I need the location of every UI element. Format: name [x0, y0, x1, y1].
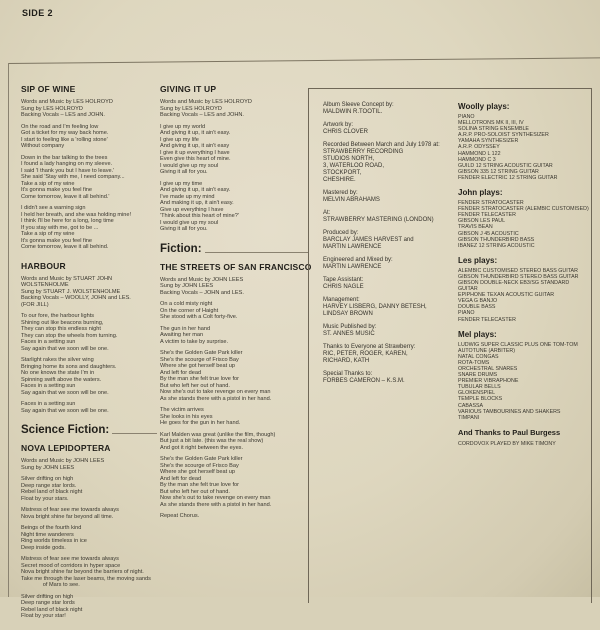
- credits-label: Mastered by:: [323, 190, 358, 196]
- credits-label: At:: [323, 210, 331, 216]
- credits-label: Management:: [323, 297, 360, 303]
- credits-value-line: STUDIOS NORTH,: [323, 156, 375, 162]
- credits-value-line: BARCLAY JAMES HARVEST and: [323, 237, 414, 243]
- science-fiction-header-label: Science Fiction:: [21, 424, 110, 436]
- nova-lepidoptera-section: [21, 443, 157, 620]
- lyric-line: Beings of the fourth kind: [21, 525, 82, 531]
- lyric-line: I've made up my mind: [160, 193, 215, 200]
- lyric-line: On the road and I'm feeling low: [21, 123, 99, 130]
- instrument-item: ROTA-TOMS: [458, 359, 490, 366]
- lyric-line: And giving it up, it ain't easy: [160, 143, 230, 149]
- lyric-line: Now she's out to take revenge on every man: [160, 495, 271, 501]
- lyric-stanza: [21, 594, 157, 620]
- player-heading: Mel plays:: [458, 329, 497, 339]
- credits-box: [308, 88, 592, 603]
- instrument-item: IBANEZ 12 STRING ACOUSTIC: [458, 242, 535, 249]
- lyric-line: It's gonna make you feel fine: [21, 187, 93, 193]
- lyric-line: Ring worlds timeless in ice: [21, 538, 87, 544]
- song-credits: [21, 99, 157, 119]
- player-heading: Woolly plays:: [458, 102, 510, 111]
- song-credits: [21, 458, 157, 471]
- lyric-stanza: [21, 155, 157, 201]
- instrument-item: A.R.P. PRO-SOLOIST SYNTHESIZER: [458, 132, 549, 139]
- instrument-item: MELLOTRONS MK II, III, IV: [458, 120, 524, 127]
- lyric-line: Night time wanderers: [21, 531, 74, 538]
- credits-entry: [323, 142, 446, 184]
- credit-line: Words and Music by JOHN LEES: [160, 276, 244, 283]
- lyric-stanza: [160, 407, 308, 427]
- credits-label: Music Published by:: [323, 324, 377, 330]
- thanks-paul-burgess: And Thanks to Paul Burgess: [458, 427, 561, 437]
- song-credits: [160, 99, 308, 119]
- credits-label: Thanks to Everyone at Strawberry:: [323, 344, 416, 350]
- lyric-line: Nova bright shine far beyond all time.: [21, 513, 114, 520]
- credits-label: Special Thanks to:: [323, 371, 373, 377]
- lyric-line: And giving it up, it ain't easy.: [160, 187, 231, 193]
- player-heading: Les plays:: [458, 255, 498, 265]
- lyric-stanza: [160, 432, 308, 452]
- lyric-line: Where she got herself beat up: [160, 363, 235, 369]
- credit-line: Backing Vocals – LES and JOHN.: [21, 112, 105, 118]
- lyric-line: But who left her out of hand.: [160, 488, 230, 495]
- instrument-item: FENDER TELECASTER: [458, 316, 516, 323]
- instrument-item: FENDER ELECTRIC 12 STRING GUITAR: [458, 174, 558, 181]
- lyric-line: She's the scourge of Frisco Bay: [160, 356, 239, 363]
- instrument-item: VARIOUS TAMBOURINES AND SHAKERS: [458, 408, 561, 415]
- instrument-item: TIMPANI: [458, 414, 480, 421]
- lyric-line: I would give up my soul: [160, 219, 219, 226]
- player-group: [458, 102, 589, 181]
- lyric-line: On the corner of Haight: [160, 307, 219, 314]
- credits-value-line: MARTIN LAWRENCE: [323, 264, 382, 270]
- instrument-item: GIBSON DOUBLE-NECK EB3/SG STANDARD GUITAR: [458, 279, 570, 293]
- credit-line: Words and Music by LES HOLROYD: [160, 99, 252, 105]
- lyric-line: I give up my time: [160, 180, 203, 187]
- lyric-stanza: [21, 556, 157, 589]
- credit-line: Sung by JOHN LEES: [21, 464, 75, 471]
- instrument-item: GIBSON THUNDERBIRD STEREO BASS GUITAR: [458, 273, 579, 280]
- lyric-line: Deep inside gods.: [21, 544, 66, 551]
- credit-line: Backing Vocals – JOHN and LES.: [160, 289, 244, 296]
- instrument-item: EPIPHONE TEXAN ACOUSTIC GUITAR: [458, 292, 555, 299]
- lyric-line: And making it up, it ain't easy.: [160, 200, 234, 206]
- credits-entry: [323, 277, 446, 291]
- lyric-line: No one knows the state I'm in: [21, 370, 95, 376]
- instrument-item: GIBSON J 45 ACOUSTIC: [458, 230, 519, 237]
- lyric-line: Without company: [21, 143, 65, 149]
- instrument-item: ALEMBIC CUSTOMISED STEREO BASS GUITAR: [458, 267, 578, 274]
- lyric-line: I give up my world: [160, 123, 206, 130]
- lyric-line: They can stop the wheels from turning.: [21, 332, 118, 339]
- instrument-item: GIBSON THUNDERBIRD BASS: [458, 236, 535, 243]
- credits-value-line: CHRIS CLOVER: [323, 129, 369, 135]
- credit-line: (FOR JILL): [21, 301, 49, 308]
- instrument-item: DOUBLE BASS: [458, 304, 496, 311]
- lyric-line: I give up my life: [160, 136, 199, 143]
- credit-line: Backing Vocals – WOOLLY, JOHN and LES.: [21, 295, 131, 301]
- lyric-line: Deep range star lords: [21, 600, 75, 606]
- fiction-header-label: Fiction:: [160, 242, 202, 255]
- lyric-stanza: [160, 301, 308, 321]
- lyric-line: She looks in his eyes: [160, 413, 213, 420]
- lyric-line: And left for dead: [160, 369, 202, 376]
- lyric-line: And got it right between the eyes.: [160, 444, 244, 451]
- song-credits: [160, 277, 308, 297]
- science-fiction-header: [21, 424, 157, 436]
- credits-entry: [323, 344, 446, 365]
- lyric-line: By the man she felt true love for: [160, 482, 239, 488]
- lyric-line: Silver drifting on high: [21, 476, 74, 482]
- lyric-line: Float by your stars.: [21, 495, 69, 502]
- giving-it-up-section: [160, 84, 308, 233]
- lyric-stanza: [160, 513, 308, 520]
- player-group: [458, 188, 589, 249]
- instrument-item: FENDER STRATOCASTER: [458, 200, 524, 207]
- instrument-item: YAMAHA SYNTHESIZER: [458, 138, 519, 145]
- player-group: [458, 256, 589, 323]
- lyric-line: I didn't see a warning sign: [21, 205, 86, 211]
- lyric-line: Silver drifting on high: [21, 593, 74, 600]
- credits-label: Recorded Between March and July 1978 at:: [323, 142, 440, 148]
- lyric-line: She stood with a Colt forty-five.: [160, 314, 238, 320]
- credit-line: Sung by LES HOLROYD: [160, 105, 222, 112]
- lyric-stanza: [160, 456, 308, 508]
- lyric-line: Karl Malden was great (unlike the film, though): [160, 431, 276, 438]
- lyric-line: Take me through the laser beams, the moving sands: [21, 575, 151, 582]
- lyric-line: Now she's out to take revenge on every man: [160, 389, 271, 395]
- credits-value-line: LINDSAY BROWN: [323, 311, 373, 317]
- credits-value-line: FORBES CAMERON – K.S.M.: [323, 378, 405, 384]
- credits-entry: [323, 257, 446, 271]
- lyric-line: I give it up everything I have: [160, 149, 230, 156]
- credits-label: Album Sleeve Concept by:: [323, 102, 394, 108]
- song-title: NOVA LEPIDOPTERA: [21, 443, 111, 453]
- lyric-line: Even give this heart of mine.: [160, 156, 231, 162]
- instrument-item: SOLINA STRING ENSEMBLE: [458, 126, 529, 133]
- credits-players-column: [450, 89, 591, 603]
- lyric-stanza: [21, 507, 157, 520]
- lyric-line: Rebel land of black night: [21, 489, 83, 495]
- instrument-item: FENDER TELECASTER: [458, 212, 516, 219]
- lyric-stanza: [21, 476, 157, 502]
- credit-line: Words and Music by STUART JOHN WOLSTENHOLME: [21, 275, 113, 288]
- instrument-item: GUILD 12 STRING ACOUSTIC GUITAR: [458, 162, 553, 169]
- lyrics-column-middle: [160, 84, 312, 530]
- lyric-stanza: [21, 124, 157, 150]
- lyric-line: It's gonna make you feel fine: [21, 237, 93, 244]
- lyric-line: Float by your star!: [21, 613, 66, 619]
- credits-value-line: STRAWBERRY MASTERING (LONDON): [323, 217, 434, 223]
- instrument-item: HAMMOND C 3: [458, 156, 496, 163]
- lyric-line: Giving it all for you.: [160, 169, 208, 175]
- credits-value-line: MELVIN ABRAHAMS: [323, 197, 380, 203]
- lyric-stanza: [21, 313, 157, 352]
- credits-value-line: MALDWIN R.TOOTIL.: [323, 109, 383, 115]
- instrument-item: PIANO: [458, 310, 475, 317]
- lyric-line: Shining out like beacons burning,: [21, 319, 104, 326]
- lyric-line: And giving it up, it ain't easy.: [160, 130, 231, 136]
- lyric-line: Mistress of fear see me towards always: [21, 507, 119, 513]
- lyric-line: As she stands there with a pistol in her hand.: [160, 395, 272, 402]
- credits-value-line: RICHARD, KATH: [323, 358, 370, 364]
- instrument-item: FENDER STRATOCASTER (ALEMBIC CUSTOMISED): [458, 206, 589, 213]
- credits-entry: [323, 210, 446, 224]
- lyric-line: Mistress of fear see me towards always: [21, 556, 119, 562]
- lyric-line: Got a ticket for my way back home.: [21, 130, 109, 136]
- lyric-line: Spinning swift above the waters.: [21, 376, 102, 383]
- lyric-line: I said 'I thank you but I have to leave.': [21, 167, 115, 174]
- lyric-line: Rebel land of black night: [21, 606, 83, 613]
- lyric-line: They can stop this endless night: [21, 326, 101, 332]
- lyric-line: She's the Golden Gate Park killer: [160, 456, 243, 462]
- instrument-item: HAMMOND L 122: [458, 150, 501, 157]
- lyric-line: But who left her out of hand.: [160, 382, 230, 389]
- lyric-line: of Mars to see.: [21, 582, 80, 588]
- instrument-item: AUTOTUNE (ARBITER): [458, 347, 516, 354]
- credit-line: Sung by LES HOLROYD: [21, 105, 83, 112]
- credits-label: Tape Assistant:: [323, 277, 364, 283]
- panel-top-border-line: [8, 57, 600, 64]
- lyric-line: The victim arrives: [160, 407, 204, 413]
- lyric-line: Faces in a setting sun: [21, 401, 76, 407]
- player-group: [458, 330, 589, 421]
- lyric-line: Where she got herself beat up: [160, 469, 235, 475]
- lyric-line: Repeat Chorus.: [160, 513, 200, 519]
- credits-label: Artwork by:: [323, 122, 354, 128]
- instrument-item: A.R.P. ODYSSEY: [458, 144, 500, 151]
- lyric-stanza: [160, 124, 308, 176]
- lyric-stanza: [21, 205, 157, 251]
- credits-entry: [323, 297, 446, 318]
- lyric-line: Deep range star lords.: [21, 482, 77, 489]
- instrument-item: TRAVIS BEAN: [458, 224, 493, 231]
- instrument-item: VEGA G BANJO: [458, 298, 498, 305]
- credits-entry: [323, 122, 446, 136]
- side-label: SIDE 2: [22, 8, 53, 18]
- lyric-line: She's the Golden Gate Park killer: [160, 350, 243, 356]
- credit-line: Sung by STUART J. WOLSTENHOLME: [21, 288, 121, 295]
- harbour-section: [21, 261, 157, 415]
- lyric-line: Give up everything I have: [160, 206, 224, 213]
- lyric-line: But just a bit late. (this was the real show): [160, 438, 264, 444]
- instrument-item: PREMIER VIBRAPHONE: [458, 378, 519, 385]
- lyric-line: Giving it all for you.: [160, 226, 208, 232]
- lyric-line: Faces in a setting sun: [21, 383, 76, 389]
- credits-value-line: ST. ANNES MUSIC: [323, 331, 375, 337]
- instrument-item: PIANO: [458, 114, 475, 120]
- lyric-line: I held her breath, and she was holding mine!: [21, 211, 132, 218]
- lyric-line: Say again that we soon will be one.: [21, 407, 109, 414]
- player-heading: John plays:: [458, 188, 503, 198]
- instrument-item: GIBSON LES PAUL: [458, 218, 506, 225]
- credits-entry: [323, 230, 446, 251]
- song-title: GIVING IT UP: [160, 84, 217, 94]
- lyric-line: By the man she felt true love for: [160, 376, 239, 382]
- lyric-line: She said 'Stay with me, I need company...: [21, 174, 125, 180]
- credits-value-line: 3, WATERLOO ROAD,: [323, 163, 385, 169]
- song-title: THE STREETS OF SAN FRANCISCO: [160, 261, 312, 272]
- credits-value-line: STRAWBERRY RECORDING: [323, 149, 404, 155]
- lyrics-column-left: [21, 84, 157, 630]
- lyric-line: 'Think about this heart of mine?': [160, 213, 239, 219]
- song-credits: [21, 276, 157, 309]
- lyric-stanza: [160, 326, 308, 346]
- lyric-stanza: [21, 525, 157, 551]
- instrument-item: TEMPLE BLOCKS: [458, 396, 503, 403]
- lyric-stanza: [160, 181, 308, 233]
- lyric-line: Secret mood of corridors in hyper space: [21, 562, 121, 569]
- credit-line: Words and Music by LES HOLROYD: [21, 99, 113, 105]
- sip-of-wine-section: [21, 84, 157, 251]
- panel-left-border-line: [8, 63, 9, 597]
- lyric-line: The gun in her hand: [160, 325, 211, 332]
- credit-line: Backing Vocals – LES and JOHN.: [160, 112, 244, 118]
- lyric-line: And left for dead: [160, 475, 202, 482]
- lyric-line: He goes for the gun in her hand.: [160, 420, 241, 426]
- song-title: HARBOUR: [21, 260, 66, 271]
- lyric-line: I start to feeling like a 'rolling stone': [21, 136, 108, 143]
- instrument-item: LUDWIG SUPER CLASSIC PLUS ONE TOM-TOM: [458, 341, 578, 348]
- instrument-item: GIBSON 335 12 STRING GUITAR: [458, 168, 539, 175]
- lyric-stanza: [21, 357, 157, 396]
- lyric-line: Say again that we soon will be one.: [21, 389, 109, 396]
- credits-info-column: [309, 89, 450, 603]
- lyric-stanza: [21, 401, 157, 414]
- lyric-line: She's the scourge of Frisco Bay: [160, 462, 239, 469]
- streets-of-san-francisco-section: [160, 261, 312, 520]
- fiction-header: [160, 243, 308, 255]
- credit-line: Sung by JOHN LEES: [160, 283, 214, 289]
- lyric-line: Come tomorrow, leave it all behind.': [21, 193, 110, 200]
- lyric-line: Take a sip of my wine: [21, 231, 75, 237]
- lyric-line: Nova bright shine far beyond the barriers of night.: [21, 569, 144, 575]
- lyric-line: Take a sip of my wine: [21, 180, 75, 187]
- credits-entry: [323, 371, 446, 385]
- instrument-item: TUBULAR BELLS: [458, 384, 501, 391]
- instrument-item: GLOKENSPIEL: [458, 390, 496, 397]
- credits-value-line: STOCKPORT,: [323, 170, 362, 176]
- lyric-line: I would give up my soul: [160, 162, 219, 169]
- lyric-line: To our fore, the harbour lights: [21, 313, 95, 319]
- lyric-line: Awaiting her man: [160, 332, 204, 338]
- instrument-item: NATAL CONGAS: [458, 353, 499, 360]
- lyric-line: On a cold misty night: [160, 301, 213, 307]
- horizontal-rule: [112, 433, 157, 434]
- instrument-item: SNARE DRUMS: [458, 372, 498, 379]
- credits-entry: [323, 324, 446, 338]
- instrument-item: ORCHESTRAL SNARES: [458, 366, 518, 372]
- instrument-item: CABASSA: [458, 402, 484, 409]
- credits-label: Engineered and Mixed by:: [323, 257, 393, 263]
- lyric-line: As she stands there with a pistol in her hand.: [160, 501, 272, 508]
- credits-value-line: HARVEY LISBERG, DANNY BETESH,: [323, 304, 427, 310]
- lyric-line: I found a lady hanging on my sleeve.: [21, 161, 113, 167]
- credits-value-line: RIC, PETER, ROGER, KAREN,: [323, 351, 408, 357]
- cordovox-credit: CORDOVOX PLAYED BY MIKE TIMONY: [458, 440, 556, 447]
- credits-entry: [323, 102, 446, 116]
- credit-line: Words and Music by JOHN LEES: [21, 458, 105, 464]
- lyric-stanza: [160, 350, 308, 402]
- lyric-line: Say again that we soon will be one.: [21, 345, 109, 352]
- lyric-line: I think I'll be here for a long, long time: [21, 218, 114, 224]
- credits-entry: [323, 190, 446, 204]
- lyric-line: If you stay with me, got to be ...: [21, 224, 99, 231]
- lyric-line: A victim to take by surprise.: [160, 338, 229, 345]
- lyric-line: Bringing home its sons and daughters.: [21, 363, 117, 370]
- credits-value-line: CHESHIRE.: [323, 177, 356, 183]
- lyric-line: Down in the bar talking to the trees: [21, 154, 108, 161]
- lyric-line: Come tomorrow, leave it all behind.: [21, 244, 109, 250]
- horizontal-rule: [205, 252, 308, 253]
- lyric-line: Starlight rakes the silver wing: [21, 357, 94, 363]
- lyric-line: Faces in a setting sun: [21, 339, 76, 345]
- credits-label: Produced by:: [323, 230, 359, 236]
- song-title: SIP OF WINE: [21, 84, 76, 94]
- credits-value-line: CHRIS NAGLE: [323, 284, 364, 290]
- credits-value-line: MARTIN LAWRENCE: [323, 244, 382, 250]
